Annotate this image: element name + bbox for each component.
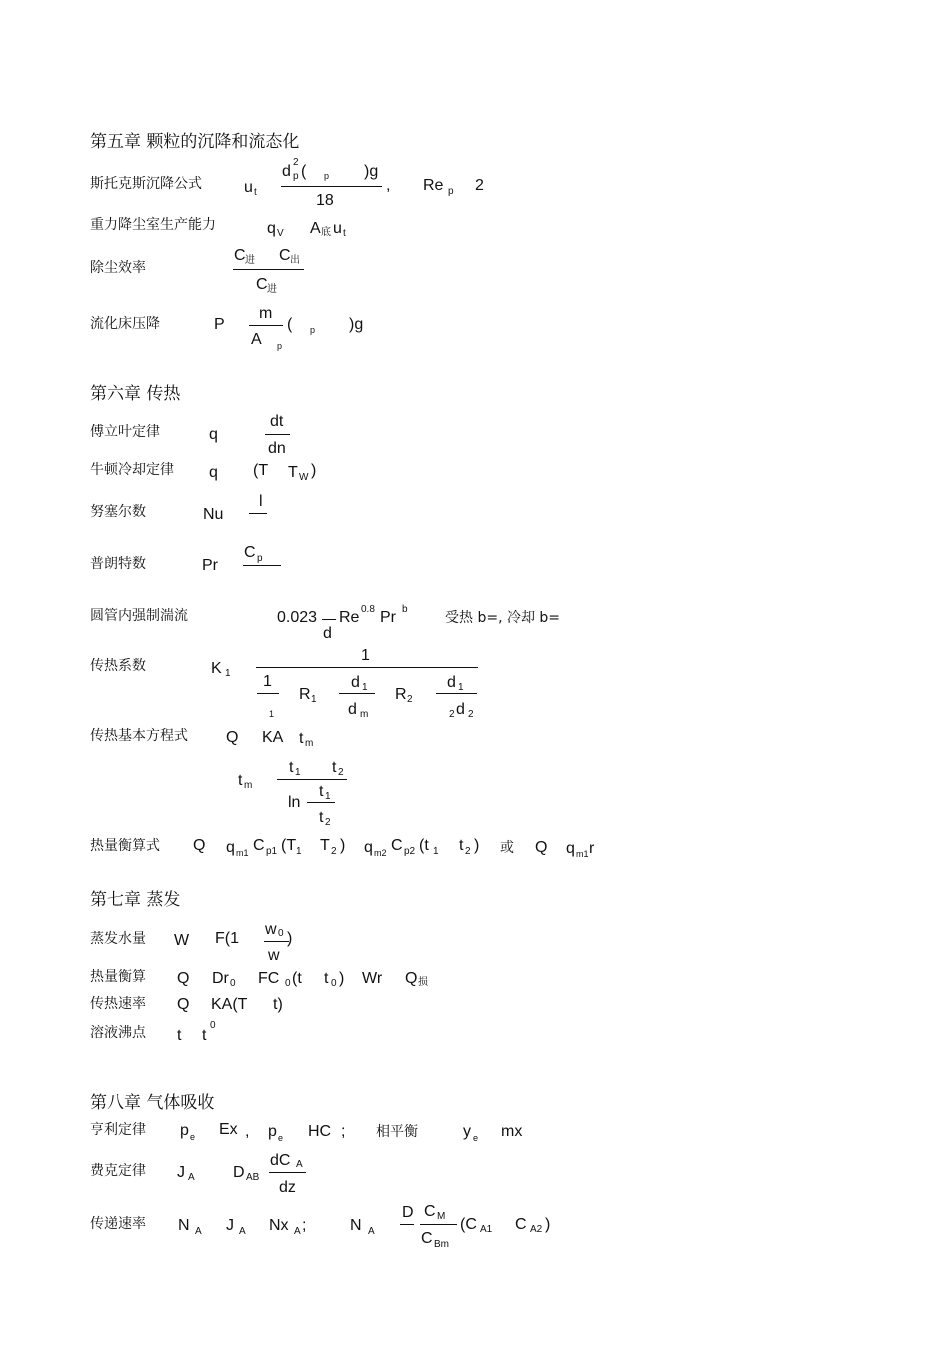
transfer-c-fraction-line <box>420 1224 457 1225</box>
transfer-paren: (C <box>460 1216 477 1233</box>
pressure-den-sub: p <box>277 341 283 351</box>
henry-pe: p <box>180 1122 189 1139</box>
k-d1-sub: 1 <box>362 682 368 693</box>
heat-t0-sub: 0 <box>331 978 337 989</box>
nusselt-fraction-line <box>249 513 267 514</box>
stokes-label: 斯托克斯沉降公式 <box>90 176 202 192</box>
stokes-num-d: d <box>282 163 291 180</box>
water-f: F(1 <box>215 930 239 947</box>
k-d2-fraction-line <box>436 693 477 694</box>
k-d1b: d <box>447 674 456 691</box>
balance-t4-sub: 2 <box>465 846 471 857</box>
balance-c1: C <box>253 837 265 854</box>
balance-c1close: ) <box>340 837 346 854</box>
balance-label: 热量衡算式 <box>90 838 160 854</box>
boil-t0-sup: 0 <box>210 1020 216 1031</box>
k-d1b-sub: 1 <box>458 682 464 693</box>
prandtl-fraction-line <box>243 565 281 566</box>
henry-ex: Ex <box>219 1121 238 1138</box>
nusselt-label: 努塞尔数 <box>90 504 146 520</box>
balance-c1-sub: p1 <box>266 846 278 857</box>
basic-tm-sub: m <box>305 738 314 749</box>
water-num-sub: 0 <box>278 928 284 939</box>
heat-fc: FC <box>258 970 280 987</box>
k-d1: d <box>351 674 360 691</box>
newton-label: 牛顿冷却定律 <box>90 462 174 478</box>
k-t1-fraction-line <box>257 693 279 694</box>
pressure-rho: p <box>310 325 316 335</box>
transfer-nx: Nx <box>269 1217 289 1234</box>
stokes-num-paren: ( <box>301 163 307 180</box>
k-k-sub: 1 <box>225 668 231 679</box>
balance-q: Q <box>193 837 206 854</box>
lmtd-ln: ln <box>288 794 301 811</box>
basic-ka: KA <box>262 729 284 746</box>
newton-q: q <box>209 464 218 481</box>
henry-ye: y <box>463 1123 471 1140</box>
transfer-cm: C <box>424 1203 436 1220</box>
stokes-comma: , <box>386 177 391 194</box>
balance-t4: t <box>459 837 464 854</box>
lmtd-tm-sub: m <box>244 780 253 791</box>
eff-den: C <box>256 276 268 293</box>
stokes-fraction-line <box>281 186 382 187</box>
transfer-d-fraction-line <box>400 1224 414 1225</box>
transfer-cb: C <box>421 1230 433 1247</box>
newton-t: (T <box>253 462 269 479</box>
turbulent-re: Re <box>339 609 360 626</box>
chapter7-title: 第七章 蒸发 <box>90 890 181 910</box>
k-t1-den: 1 <box>269 709 275 719</box>
lmtd-lt1: t <box>319 783 324 800</box>
heat-close: ) <box>339 970 345 987</box>
balance-q2: Q <box>535 839 548 856</box>
chapter6-title: 第六章 传热 <box>90 384 181 404</box>
fick-j-sub: A <box>188 1172 195 1183</box>
turbulent-coef: 0.023 <box>277 609 318 626</box>
transfer-j-sub: A <box>239 1226 246 1237</box>
fick-num-sub: A <box>296 1159 303 1170</box>
k-label: 传热系数 <box>90 658 146 674</box>
balance-tt-sub: 1 <box>296 846 302 857</box>
water-label: 蒸发水量 <box>90 931 146 947</box>
heat-fc-sub: 0 <box>285 978 291 989</box>
k-d2: d <box>456 701 465 718</box>
fourier-den: dn <box>268 440 286 457</box>
k-dm-sub: m <box>360 709 369 720</box>
turbulent-re-exp: 0.8 <box>361 604 375 615</box>
water-fraction-line <box>264 941 289 942</box>
boil-label: 溶液沸点 <box>90 1025 146 1041</box>
efficiency-label: 除尘效率 <box>90 260 146 276</box>
water-close: ) <box>287 930 293 947</box>
stokes-re: Re <box>423 177 444 194</box>
settling-q-sub: V <box>277 228 284 239</box>
turbulent-fraction-line <box>322 619 336 620</box>
lmtd-t2: t <box>332 759 337 776</box>
k-r1-sub: 1 <box>311 694 317 705</box>
fick-den: dz <box>279 1179 296 1196</box>
newton-close: ) <box>311 462 317 479</box>
transfer-label: 传递速率 <box>90 1216 146 1232</box>
fick-fraction-line <box>269 1172 306 1173</box>
lmtd-t1: t <box>289 759 294 776</box>
balance-c2close: ) <box>474 837 480 854</box>
pressure-p: P <box>214 316 225 333</box>
henry-pe2: p <box>268 1123 277 1140</box>
balance-r: r <box>589 840 595 857</box>
balance-t2-sub: 2 <box>331 846 337 857</box>
stokes-re-sub: p <box>448 186 454 197</box>
lmtd-ln-fraction-line <box>307 802 335 803</box>
k-r2-sub: 2 <box>407 694 413 705</box>
heat-dr: Dr <box>212 970 229 987</box>
transfer-ca1-sub: A1 <box>480 1224 493 1235</box>
prandtl-num-sub: p <box>257 553 263 564</box>
balance-qm1: q <box>226 839 235 856</box>
k-r1: R <box>299 686 311 703</box>
heat-t0: t <box>324 970 329 987</box>
lmtd-main-fraction-line <box>277 779 347 780</box>
prandtl-num: C <box>244 544 256 561</box>
pressure-num: m <box>259 305 273 322</box>
balance-t3: (t <box>419 837 429 854</box>
nusselt-nu: Nu <box>203 506 224 523</box>
balance-tt: (T <box>281 837 297 854</box>
heat-q: Q <box>177 970 190 987</box>
prandtl-pr: Pr <box>202 557 218 574</box>
eff-c1: C <box>234 247 246 264</box>
pressure-label: 流化床压降 <box>90 316 160 332</box>
transfer-j: J <box>226 1217 234 1234</box>
stokes-lhs-sub: t <box>254 187 257 198</box>
fourier-fraction-line <box>265 434 290 435</box>
heat-ql-sub: 损 <box>418 977 428 988</box>
lmtd-t2-sub: 2 <box>338 767 344 778</box>
settling-u: u <box>333 220 342 237</box>
turbulent-pr: Pr <box>380 609 396 626</box>
water-den: w <box>268 947 280 964</box>
stokes-num-rho: p <box>324 171 330 181</box>
eff-c1-sub: 进 <box>245 255 255 266</box>
balance-qm2-sub: m2 <box>374 848 387 858</box>
fourier-label: 傅立叶定律 <box>90 424 160 440</box>
lmtd-lt1-sub: 1 <box>325 791 331 802</box>
stokes-lhs: u <box>244 179 253 196</box>
turbulent-note: 受热 b=, 冷却 b= <box>445 610 561 626</box>
henry-comma: , <box>245 1123 250 1140</box>
fick-d: D <box>233 1164 245 1181</box>
lmtd-lt2: t <box>319 809 324 826</box>
henry-eq-label: 相平衡 <box>376 1124 418 1140</box>
balance-qm3-sub: m1 <box>576 849 589 859</box>
balance-t2: T <box>320 837 330 854</box>
balance-or: 或 <box>500 840 514 856</box>
pressure-den: A <box>251 331 262 348</box>
balance-t3-sub: 1 <box>433 846 439 857</box>
balance-c2-sub: p2 <box>404 846 416 857</box>
heat-label: 热量衡算 <box>90 969 146 985</box>
heat-wr: Wr <box>362 970 383 987</box>
henry-ye-sub: e <box>473 1133 479 1143</box>
rate-t: t) <box>273 996 283 1013</box>
settling-q: q <box>267 220 276 237</box>
basic-tm: t <box>299 730 304 747</box>
k-dm: d <box>348 701 357 718</box>
transfer-ca2: C <box>515 1216 527 1233</box>
heat-t: (t <box>292 970 302 987</box>
fourier-num: dt <box>270 413 284 430</box>
water-w: W <box>174 932 190 949</box>
transfer-n2-sub: A <box>368 1226 375 1237</box>
fick-label: 费克定律 <box>90 1163 146 1179</box>
nusselt-num: l <box>259 493 263 510</box>
transfer-nx-sub: A <box>294 1226 301 1237</box>
stokes-num-sub: p <box>293 171 299 182</box>
turbulent-den: d <box>323 625 332 642</box>
newton-tw-sub: W <box>299 472 309 483</box>
balance-qm2: q <box>364 839 373 856</box>
k-r2: R <box>395 686 407 703</box>
boil-t: t <box>177 1027 182 1044</box>
henry-mx: mx <box>501 1123 523 1140</box>
rate-label: 传热速率 <box>90 996 146 1012</box>
transfer-n: N <box>178 1217 190 1234</box>
chapter5-title: 第五章 颗粒的沉降和流态化 <box>90 132 300 152</box>
lmtd-t1-sub: 1 <box>295 767 301 778</box>
water-num: w <box>265 921 277 938</box>
settling-a: A <box>310 220 321 237</box>
k-num: 1 <box>361 647 370 664</box>
rate-q: Q <box>177 996 190 1013</box>
balance-c2: C <box>391 837 403 854</box>
eff-c2-sub: 出 <box>290 255 300 266</box>
balance-qm3: q <box>566 840 575 857</box>
stokes-num-close: )g <box>364 163 379 180</box>
henry-pe-sub: e <box>190 1132 196 1142</box>
heat-ql: Q <box>405 970 418 987</box>
basic-q: Q <box>226 729 239 746</box>
stokes-re-val: 2 <box>475 177 484 194</box>
k-t1: 1 <box>263 673 272 690</box>
transfer-cm-sub: M <box>437 1211 446 1222</box>
settling-a-sub: 底 <box>321 227 331 238</box>
transfer-n2: N <box>350 1217 362 1234</box>
rate-ka: KA(T <box>211 996 248 1013</box>
henry-hc: HC <box>308 1123 332 1140</box>
eff-c2: C <box>279 247 291 264</box>
balance-qm1-sub: m1 <box>236 848 249 858</box>
lmtd-lt2-sub: 2 <box>325 817 331 828</box>
transfer-close: ) <box>545 1216 551 1233</box>
fick-num: dC <box>270 1152 291 1169</box>
stokes-den: 18 <box>316 192 334 209</box>
basic-label: 传热基本方程式 <box>90 728 188 744</box>
k-d2-pre: 2 <box>449 709 455 720</box>
newton-tw: T <box>288 464 298 481</box>
pressure-close: )g <box>349 316 364 333</box>
stokes-num-exp: 2 <box>293 157 299 168</box>
transfer-n-sub: A <box>195 1226 202 1237</box>
turbulent-pr-exp: b <box>402 604 408 615</box>
transfer-ca2-sub: A2 <box>530 1224 543 1235</box>
fick-d-sub: AB <box>246 1172 260 1183</box>
transfer-cb-sub: Bm <box>434 1239 449 1250</box>
k-main-fraction-line <box>256 667 478 668</box>
fourier-q: q <box>209 426 218 443</box>
henry-semi: ; <box>341 1123 346 1140</box>
boil-t0: t <box>202 1027 207 1044</box>
k-dm-fraction-line <box>339 693 375 694</box>
heat-dr-sub: 0 <box>230 978 236 989</box>
transfer-d: D <box>402 1204 414 1221</box>
k-d2-sub: 2 <box>468 709 474 720</box>
eff-den-sub: 进 <box>267 284 277 295</box>
transfer-semi: ; <box>302 1217 307 1234</box>
henry-label: 亨利定律 <box>90 1122 146 1138</box>
henry-pe2-sub: e <box>278 1133 284 1143</box>
settling-label: 重力降尘室生产能力 <box>90 217 216 233</box>
pressure-paren: ( <box>287 316 293 333</box>
pressure-fraction-line <box>249 325 283 326</box>
fick-j: J <box>177 1164 185 1181</box>
turbulent-label: 圆管内强制湍流 <box>90 608 188 624</box>
prandtl-label: 普朗特数 <box>90 556 146 572</box>
settling-u-sub: t <box>343 228 346 239</box>
lmtd-tm: t <box>238 772 243 789</box>
k-k: K <box>211 660 222 677</box>
chapter8-title: 第八章 气体吸收 <box>90 1093 215 1113</box>
eff-fraction-line <box>233 269 304 270</box>
